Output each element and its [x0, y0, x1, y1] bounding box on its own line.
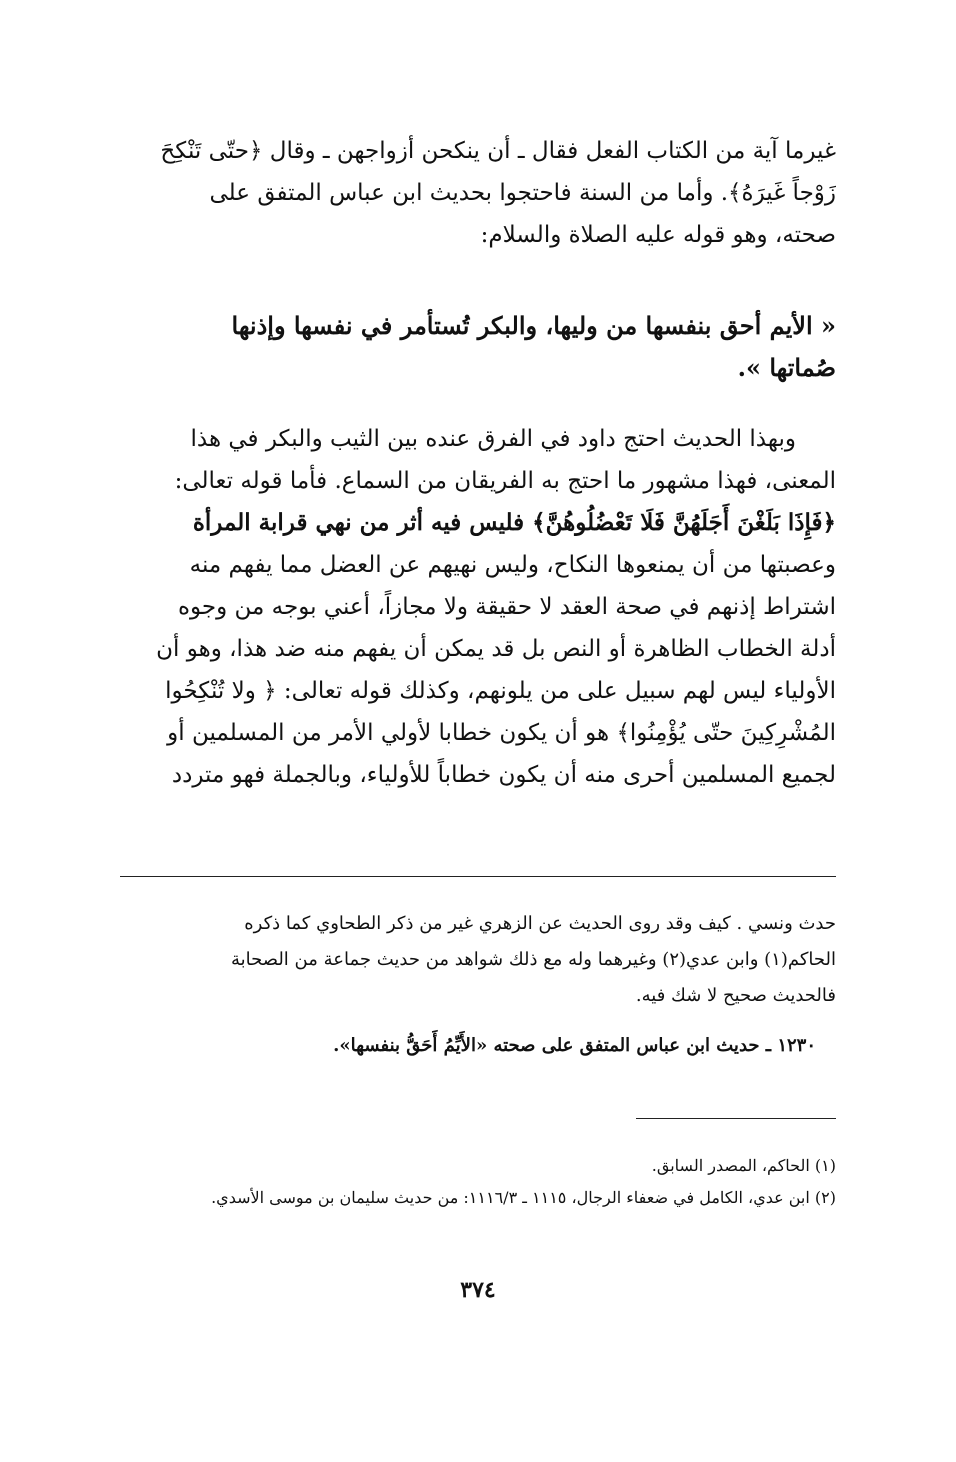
text-line: اشتراط إذنهم في صحة العقد لا حقيقة ولا مجازاً، أعني بوجه من وجوه: [177, 594, 836, 620]
footnote-line: فالحديث صحيح لا شك فيه.: [635, 985, 836, 1006]
footnote-item: (١) الحاكم، المصدر السابق.: [651, 1156, 836, 1175]
footnote-heading: ١٢٣٠ ـ حديث ابن عباس المتفق على صحته «الأَيِّمُ أَحَقُّ بنفسها».: [333, 1035, 816, 1056]
main-paragraph-1: [120, 130, 836, 256]
text-line: ﴿فَإِذَا بَلَغْنَ أَجَلَهُنَّ فَلَا تَعْضُلُوهُنَّ﴾ فليس فيه أثر من نهي قرابة المرأة: [192, 509, 836, 536]
footnote-divider: [636, 1118, 836, 1119]
page-number: ٣٧٤: [460, 1277, 496, 1303]
text-line: وبهذا الحديث احتج داود في الفرق عنده بين الثيب والبكر في هذا: [190, 426, 796, 452]
footnote-line: الحاكم(١) وابن عدي(٢) وغيرهما وله مع ذلك شواهد من حديث جماعة من الصحابة: [230, 949, 836, 970]
main-paragraph-2: [120, 418, 836, 796]
text-line: صحته، وهو قوله عليه الصلاة والسلام:: [480, 222, 836, 248]
hadith-line: صُماتها ».: [737, 353, 836, 382]
text-line: الأولياء ليس لهم سبيل على من يلونهم، وكذلك قوله تعالى: ﴿ ولا تُنْكِحُوا: [165, 678, 836, 704]
footnote-paragraph: [120, 906, 836, 1064]
text-line: زَوْجاً غَيرَهُ﴾. وأما من السنة فاحتجوا بحديث ابن عباس المتفق على: [209, 180, 836, 206]
text-line: غيرما آية من الكتاب الفعل فقال ـ أن ينكحن أزواجهن ـ وقال ﴿حتّى تَنْكِحَ: [160, 138, 836, 164]
text-line: المعنى، فهذا مشهور ما احتج به الفريقان من السماع. فأما قوله تعالى:: [174, 468, 836, 494]
footnote-line: حدث ونسي . كيف وقد روى الحديث عن الزهري غير من ذكر الطحاوي كما ذكره: [244, 913, 836, 934]
text-line: لجميع المسلمين أحرى منه أن يكون خطاباً للأولياء، وبالجملة فهو متردد: [171, 762, 836, 788]
text-line: أدلة الخطاب الظاهرة أو النص بل قد يمكن أن يفهم منه ضد هذا، وهو أن: [156, 636, 836, 662]
footnote-item: (٢) ابن عدي، الكامل في ضعفاء الرجال، ١١١٥ ـ ١١١٦/٣: من حديث سليمان بن موسى الأسدي.: [211, 1188, 836, 1207]
section-divider: [120, 876, 836, 877]
text-line: وعصبتها من أن يمنعوها النكاح، وليس نهيهم عن العضل مما يفهم منه: [189, 552, 836, 578]
hadith-quote: [120, 305, 836, 389]
footnote-list: [120, 1150, 836, 1214]
hadith-line: « الأيم أحق بنفسها من وليها، والبكر تُستأمر في نفسها وإذنها: [231, 311, 836, 340]
text-line: المُشْرِكِينَ حتّى يُؤْمِنُوا﴾ هو أن يكون خطابا لأولي الأمر من المسلمين أو: [167, 720, 836, 746]
